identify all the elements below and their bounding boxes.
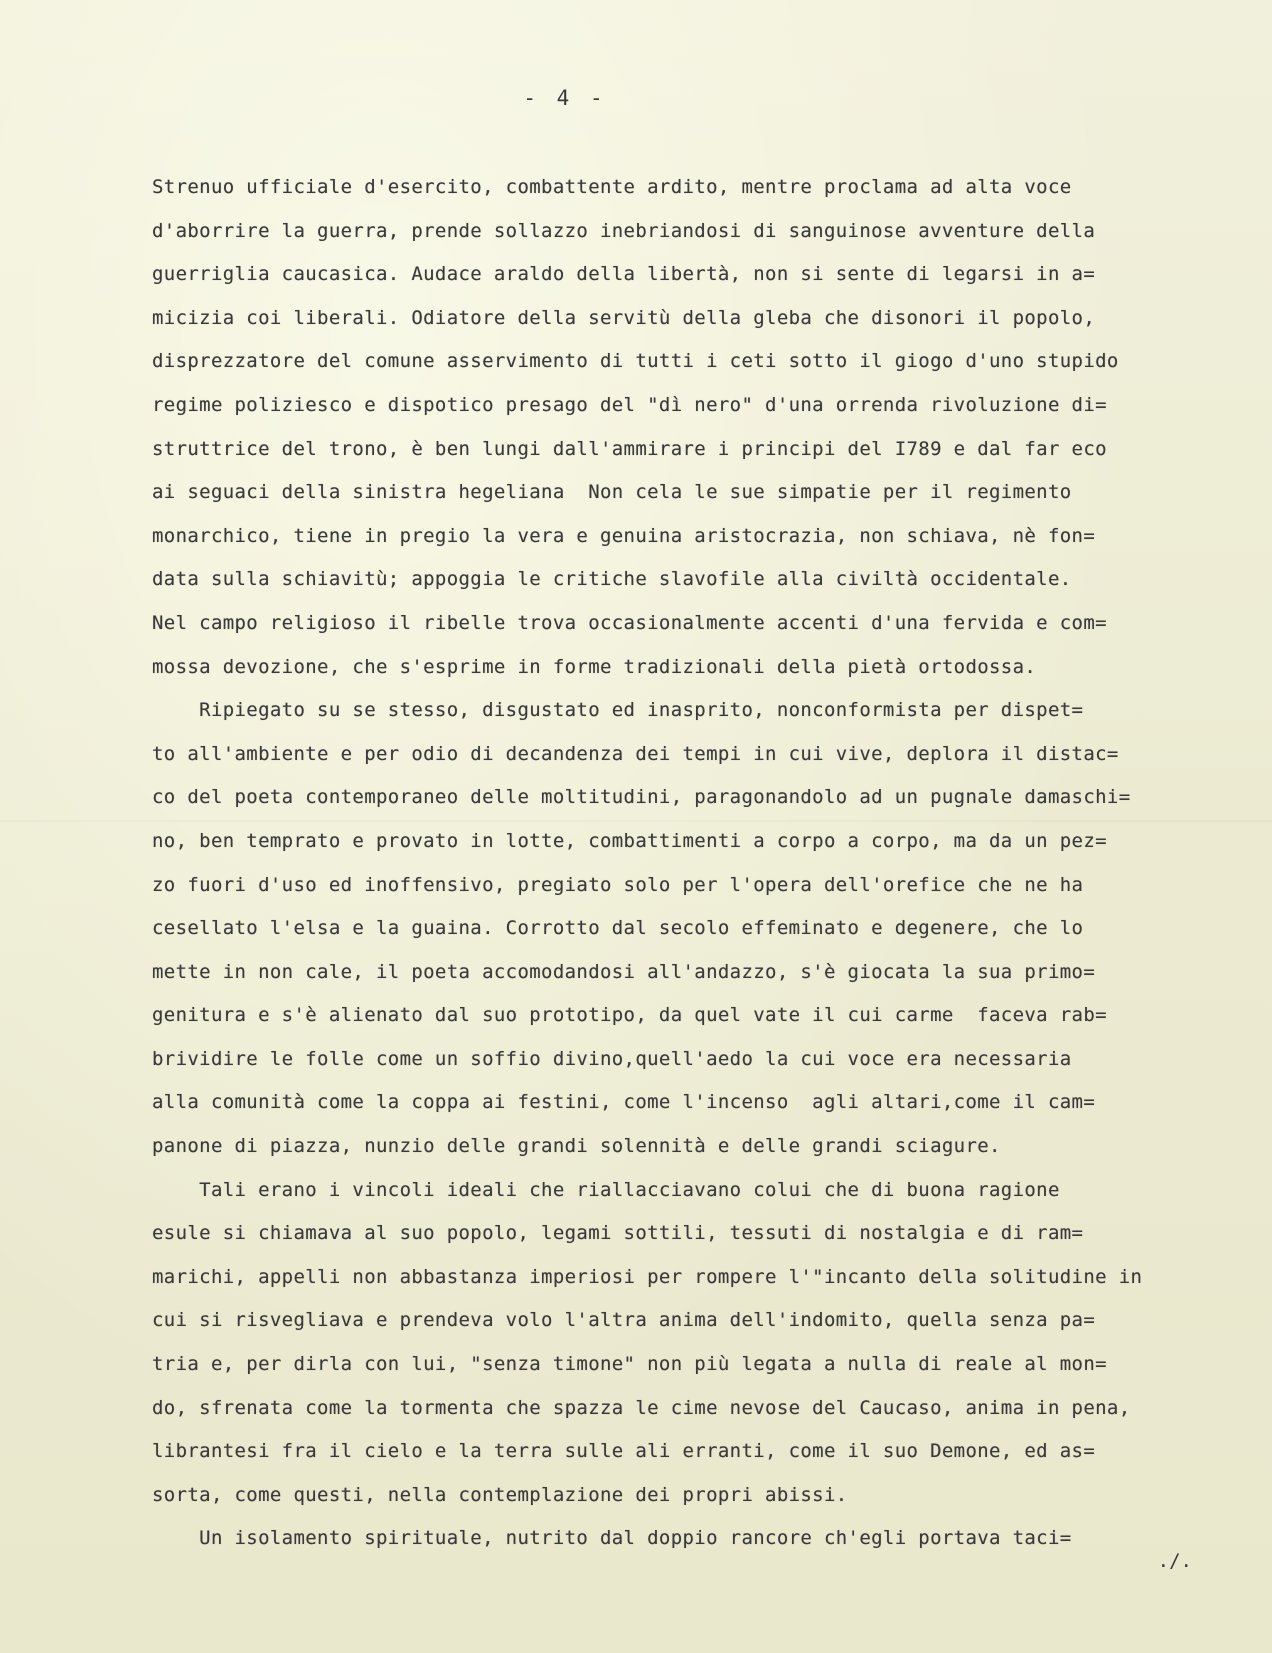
text-line: data sulla schiavitù; appoggia le critiche slavofile alla civiltà occidentale.: [152, 568, 1072, 591]
text-line: monarchico, tiene in pregio la vera e genuina aristocrazia, non schiava, nè fon=: [152, 524, 1096, 547]
text-line: do, sfrenata come la tormenta che spazza le cime nevose del Caucaso, anima in pena,: [152, 1396, 1131, 1419]
text-line: ai seguaci della sinistra hegeliana Non cela le sue simpatie per il regimento: [152, 481, 1072, 504]
text-line: Strenuo ufficiale d'esercito, combattente ardito, mentre proclama ad alta voce: [152, 176, 1072, 198]
text-line: struttrice del trono, è ben lungi dall'ammirare i principi del I789 e dal far eco: [152, 437, 1107, 460]
text-line: cesellato l'elsa e la guaina. Corrotto dal secolo effeminato e degenere, che lo: [152, 917, 1084, 940]
text-line: Tali erano i vincoli ideali che riallacciavano colui che di buona ragione: [152, 1178, 1060, 1201]
text-line: tria e, per dirla con lui, "senza timone" non più legata a nulla di reale al mon=: [152, 1353, 1107, 1376]
text-line: librantesi fra il cielo e la terra sulle ali erranti, come il suo Demone, ed as=: [152, 1440, 1096, 1463]
text-line: esule si chiamava al suo popolo, legami sottili, tessuti di nostalgia e di ram=: [152, 1222, 1084, 1245]
text-line: co del poeta contemporaneo delle moltitudini, paragonandolo ad un pugnale damaschi=: [152, 786, 1131, 809]
text-line: panone di piazza, nunzio delle grandi solennità e delle grandi sciagure.: [152, 1135, 1001, 1158]
text-line: zo fuori d'uso ed inoffensivo, pregiato solo per l'opera dell'orefice che ne ha: [152, 873, 1084, 896]
text-line: Nel campo religioso il ribelle trova occasionalmente accenti d'una fervida e com=: [152, 611, 1107, 634]
text-line: to all'ambiente e per odio di decandenza dei tempi in cui vive, deplora il distac=: [152, 742, 1119, 765]
text-line: alla comunità come la coppa ai festini, come l'incenso agli altari,come il cam=: [152, 1091, 1096, 1114]
text-line: mossa devozione, che s'esprime in forme tradizionali della pietà ortodossa.: [152, 655, 1037, 678]
text-line: Ripiegato su se stesso, disgustato ed inasprito, nonconformista per dispet=: [152, 699, 1084, 722]
text-line: d'aborrire la guerra, prende sollazzo inebriandosi di sanguinose avventure della: [152, 219, 1096, 242]
continuation-mark: ./.: [1157, 1550, 1192, 1572]
text-line: brividire le folle come un soffio divino,quell'aedo la cui voce era necessaria: [152, 1047, 1072, 1070]
text-line: genitura e s'è alienato dal suo prototipo, da quel vate il cui carme faceva rab=: [152, 1004, 1107, 1027]
page-number: - 4 -: [523, 86, 607, 110]
text-line: marichi, appelli non abbastanza imperiosi per rompere l'"incanto della solitudine in: [152, 1265, 1143, 1288]
text-line: micizia coi liberali. Odiatore della servitù della gleba che disonori il popolo,: [152, 306, 1096, 329]
text-line: regime poliziesco e dispotico presago del "dì nero" d'una orrenda rivoluzione di=: [152, 393, 1107, 416]
text-line: Un isolamento spirituale, nutrito dal doppio rancore ch'egli portava taci=: [152, 1527, 1072, 1550]
body-text: [152, 166, 1252, 1561]
text-line: no, ben temprato e provato in lotte, combattimenti a corpo a corpo, ma da un pez=: [152, 829, 1107, 852]
text-line: guerriglia caucasica. Audace araldo della libertà, non si sente di legarsi in a=: [152, 263, 1096, 286]
text-line: sorta, come questi, nella contemplazione dei propri abissi.: [152, 1483, 848, 1506]
text-line: mette in non cale, il poeta accomodandosi all'andazzo, s'è giocata la sua primo=: [152, 960, 1096, 983]
text-line: disprezzatore del comune asservimento di tutti i ceti sotto il giogo d'uno stupido: [152, 350, 1119, 373]
text-line: cui si risvegliava e prendeva volo l'altra anima dell'indomito, quella senza pa=: [152, 1309, 1096, 1332]
